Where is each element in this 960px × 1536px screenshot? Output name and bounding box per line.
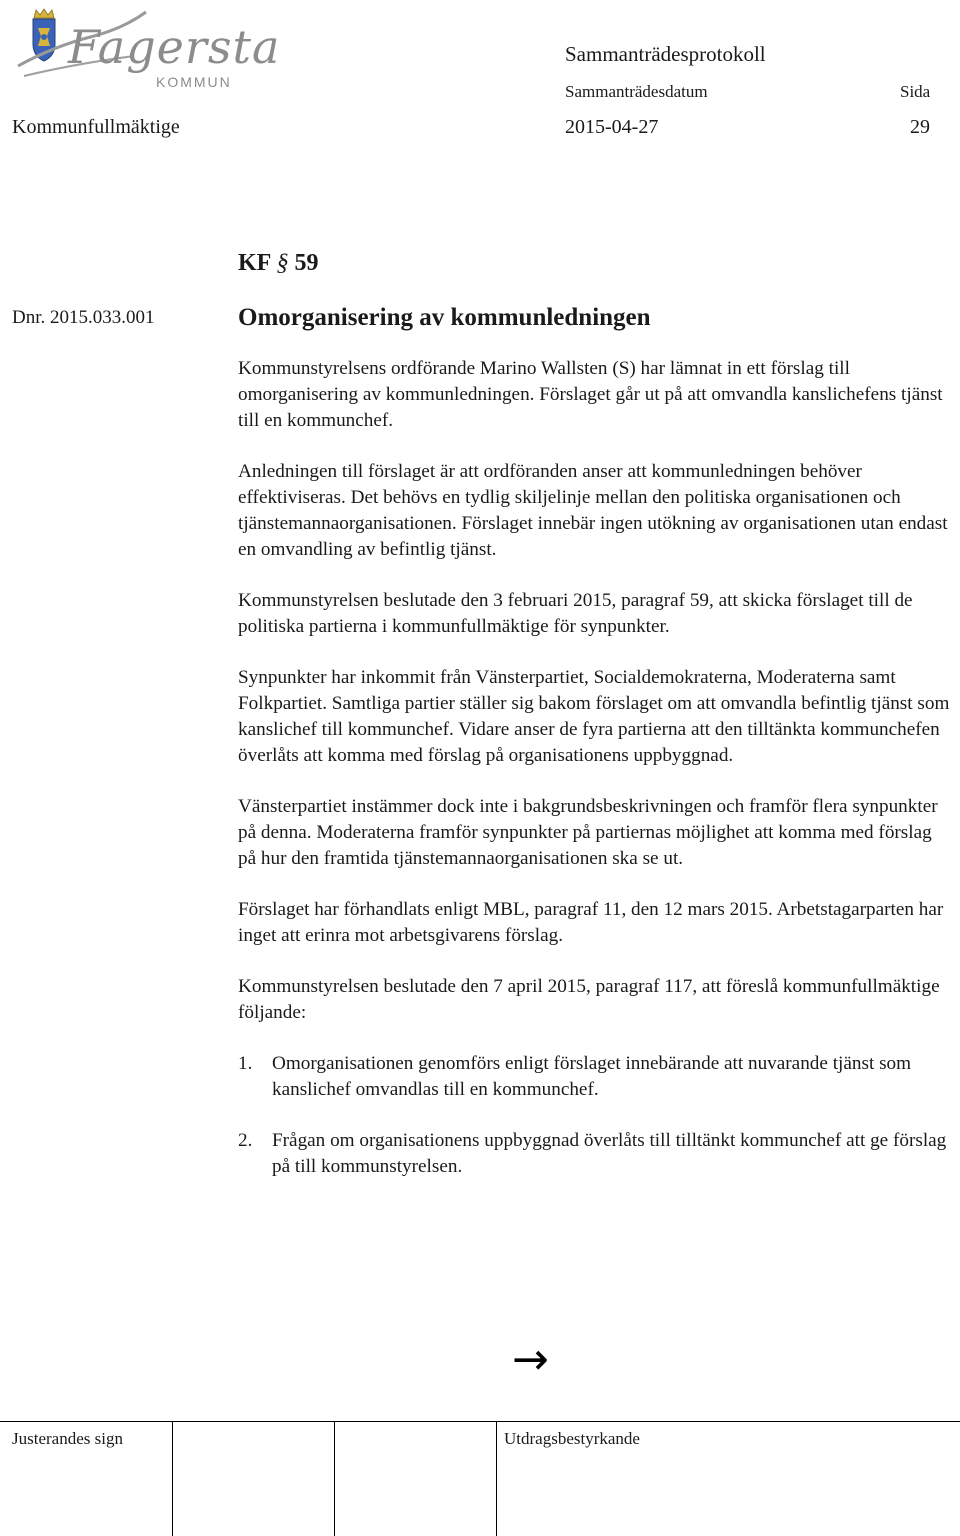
date-label: Sammanträdesdatum — [565, 82, 708, 101]
paragraph: Kommunstyrelsens ordförande Marino Wallsten (S) har lämnat in ett förslag till omorganisering av kommunledningen. Förslaget går ut på att omvandla kanslichefens tjänst till en kommunchef. — [238, 358, 943, 431]
paragraph: Vänsterpartiet instämmer dock inte i bakgrundsbeskrivningen och framför flera synpunkter på denna. Moderaterna framför synpunkter på partiernas möjlighet att komma med förslag på hur den framtida tjänstemannaorganisationen ska se ut. — [238, 796, 938, 869]
footer-divider — [172, 1421, 173, 1536]
paragraph: Anledningen till förslaget är att ordföranden anser att kommunledningen behöver effektiviseras. Det behövs en tydlig skiljelinje mellan den politiska organisationen och tjänstemannaorganisationen. Förslaget innebär ingen utökning av organisationen utan endast en omvandling av befintlig tjänst. — [238, 461, 948, 560]
proposal-text: Omorganisationen genomförs enligt förslaget innebärande att nuvarande tjänst som kanslichef omvandlas till en kommunchef. — [272, 1053, 912, 1100]
footer-rule — [0, 1421, 960, 1422]
proposal-item — [238, 1128, 950, 1180]
meeting-date: 2015-04-27 — [565, 116, 659, 138]
proposal-item — [238, 1051, 950, 1103]
paragraph: Kommunstyrelsen beslutade den 7 april 2015, paragraf 117, att föreslå kommunfullmäktige följande: — [238, 976, 940, 1023]
paragraph: Förslaget har förhandlats enligt MBL, paragraf 11, den 12 mars 2015. Arbetstagarparten har inget att erinra mot arbetsgivarens förslag. — [238, 899, 944, 946]
paragraph-number: 59 — [294, 250, 319, 276]
body-name: Kommunfullmäktige — [12, 116, 180, 138]
paragraph-sign: § — [276, 250, 289, 276]
continue-arrow-icon: → — [512, 1334, 549, 1385]
fagersta-logo — [14, 6, 281, 98]
paragraph: Synpunkter har inkommit från Vänsterpartiet, Socialdemokraterna, Moderaterna samt Folkpartiet. Samtliga partier ställer sig bakom förslaget om att omvandla befintlig tjänst som kanslichef till kommunchef. Vidare anser de fyra partierna att den tilltänkta kommunchefen överlåts att komma med förslag på organisationens uppbyggnad. — [238, 667, 950, 766]
signature-footer — [0, 1421, 960, 1536]
dnr-reference: Dnr. 2015.033.001 — [12, 307, 155, 328]
paragraph-id — [238, 250, 318, 277]
document-type: Sammanträdesprotokoll — [565, 42, 766, 66]
paragraph-kf: KF — [238, 250, 271, 276]
section-title: Omorganisering av kommunledningen — [238, 304, 651, 331]
extract-label: Utdragsbestyrkande — [504, 1429, 640, 1448]
proposal-number: 2. — [238, 1130, 253, 1151]
body-text — [238, 356, 950, 1205]
proposal-text: Frågan om organisationens uppbyggnad överlåts till tilltänkt kommunchef att ge förslag på till kommunstyrelsen. — [272, 1130, 947, 1177]
logo-wordmark: Fagersta — [68, 20, 281, 74]
logo-subtext: KOMMUN — [156, 74, 232, 90]
footer-divider — [334, 1421, 335, 1536]
page-number: 29 — [910, 116, 930, 138]
page-label: Sida — [900, 82, 931, 101]
proposal-number: 1. — [238, 1053, 253, 1074]
proposal-list — [238, 1051, 950, 1180]
footer-divider — [496, 1421, 497, 1536]
paragraph: Kommunstyrelsen beslutade den 3 februari 2015, paragraf 59, att skicka förslaget till de politiska partierna i kommunfullmäktige för synpunkter. — [238, 590, 913, 637]
sign-label: Justerandes sign — [12, 1429, 123, 1448]
